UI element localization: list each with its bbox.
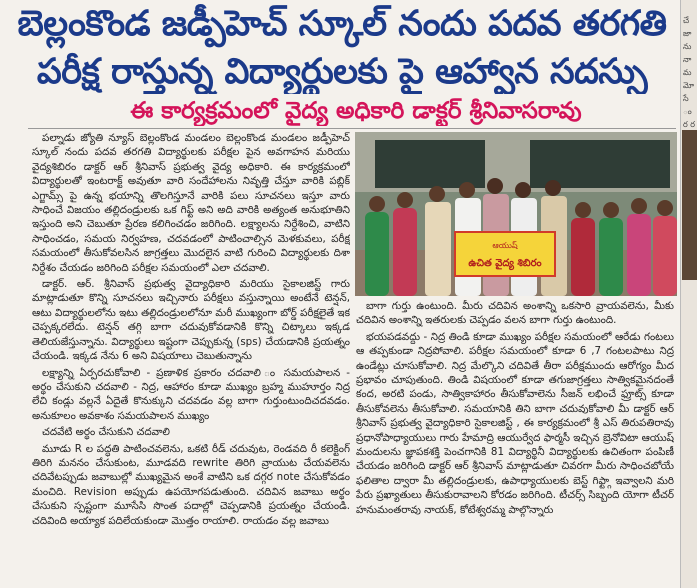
paragraph: మూడు R ల పద్ధతి పాటించవలెను, ఒకటి రీడ్ చదువుట, రెండవది రీ కలెక్టింగ్ తిరిగి మననం చేసుకుంట, మూడవది rewrite తిరిగి వ్రాయుట చేయవలెను చదివేటప్పుడు జవాబుల్లో ముఖ్యమైన అంశే వాటిని ఒక దగ్గర note చేసుకోవడం మంచిది. Revision అప్పుడు ఉపయోగపడుతుంది. చదివిన జవాబు అర్థం చేసుకుని స్పష్టంగా మూసేసి సొంత పదాల్లో చెప్పడానికి ప్రయత్నం చేయండి. చదివింది అయ్యాక పదిలేయకుండా మొత్తం రాయాలి. రాయడం వల్ల జవాబు <box>32 442 350 527</box>
news-photo <box>355 132 677 296</box>
divider <box>28 128 676 129</box>
paragraph: బాగా గుర్తు ఉంటుంది. మీరు చదివిన అంశాన్ని ఒకసారి వ్రాయవలెను, మీకు చదివిన అంశాన్ని ఇతరులకు చెప్పడం వలన బాగా గుర్తు ఉంటుంది. <box>356 300 674 327</box>
paragraph: భయపడవద్దు - నిద్ర తిండి కూడా ముఖ్యం పరీక్షల సమయంలో ఆరేడు గంటలు ఆ తప్పకుండా నిద్రపోవాలి. పరీక్షల సమయంలో కూడా 6 ,7 గంటలపాటు నిద్ర ఉండేట్లు చూసుకోవాలి. నిద్ర మేల్కొని చదివితే తీరా పరీక్షముందు ఆరోగ్యం మీద ప్రభావం చూపుతుంది. తిండి విషయంలో కూడా తగుజాగ్రత్తలు సాత్వికమైనదంతే కంద, అరటి పండు, సాత్వికాహారం తీసుకోవాలెను సీజన్ లభించే ఫ్రూట్స్ కూడా తీసుకోవలెను తీసుకోవాలి. సమయానికి తిని బాగా చదువుకోవాలి మీ డాక్టర్ ఆర్ శ్రీనివాస్ ప్రభుత్వ వైద్యాధికారి సైకాలజిస్ట్ , ఈ కార్యక్రమంలో శ్రీ ఎస్ తిరుపతిరావు ప్రధానోపాధ్యాయులు గారు హేమాద్రి ఆయుర్వేద ఫార్మసీ ఇచ్చిన బ్రెనోవిటా ఆయుష్ మందులను జ్ఞాపకశక్తి పెంచగానికి 81 విద్యార్థినీ విద్యార్థులకు ఉచితంగా పంపిణీ చేయడం జరిగింది డాక్టర్ ఆర్ శ్రీనివాస్ మాట్లాడుతూ చివరగా మీరు సాధించబోయే ఫలితాల ద్వారా మీ తల్లిదండ్రులకు, ఉపాధ్యాయులకు బెస్ట్ గిఫ్ట్గా ఇవ్వాలని మరి పేరు ప్రఖ్యాతులు తీసుకురావాలని కోరడం జరిగింది. టీచర్స్ సిబ్బంది యోగా టీచర్ హనుమంతరావు నాయక్, కోటేశ్వరమ్మ పాల్గొన్నారు <box>356 330 674 516</box>
headline-line-2: పరీక్ష రాస్తున్న విద్యార్థులకు పై ఆహ్వాన సదస్సు <box>36 52 648 92</box>
banner-line-1: ఆయుష్ <box>492 241 518 250</box>
adjacent-photo <box>682 130 697 280</box>
adjacent-article-text: చే జా ను నా మ మో సే ం ర ర <box>683 16 696 129</box>
adjacent-article-strip <box>680 0 697 588</box>
subheadline: ఈ కార్యక్రమంలో వైద్య అధికారి డాక్టర్ శ్రీనివాసరావు <box>130 98 582 124</box>
article-right-column <box>356 299 674 586</box>
headline <box>6 2 678 94</box>
paragraph: చదవేటి అర్థం చేసుకుని చదవాలి <box>42 426 170 439</box>
banner-line-2: ఉచిత వైద్య శిబిరం <box>468 258 542 269</box>
headline-line-1: బెల్లంకొండ జడ్పీహెచ్ స్కూల్ నందు పదవ తరగతి <box>17 4 667 44</box>
paragraph: లక్ష్యాన్ని ఏర్పరచుకోవాలి - ప్రణాళిక ప్రకారం చదవాలి ం సమయపాలన - అర్థం చేసుకుని చదవాలి - నిద్ర, ఆహారం కూడా ముఖ్యం బ్రహ్మ ముహూర్తం నిద్ర లేచి కండ్లు వల్లనే ఏదైతే కొనుక్కుని చదవడం వల్ల బాగా గుర్తుంటుందిచదవడం. అనుకూలం అవకాశం సమయపాలన ముఖ్యం <box>32 366 350 422</box>
paragraph: డాక్టర్. ఆర్. శ్రీనివాస్ ప్రభుత్వ వైద్యాధికారి మరియు సైకాలజిస్ట్ గారు మాట్లాడుతూ కొన్ని సూచనలు ఇచ్చినారు పరీక్షలు వస్తున్నాయి అంటేనే టెన్షన్, ఆటు విద్యార్థులలోను ఇటు తల్లిదండ్రులలోనూ మరీ ముఖ్యంగా బోర్డ్ పరీక్షలైతే ఇక చెప్పక్కరలేదు. టెన్షన్ తగ్గి బాగా చదువుకోవడానికి కొన్ని చిట్కాలు ఇక్కడ తెలియజేస్తున్నాను. విద్యార్థులు ఇష్టంగా చెప్పుకున్న (sps) చేయడానికి ప్రయత్నం చేయండి. ఇక్కడ నేను 6 అని విషయాలు చెబుతున్నాను <box>32 278 350 363</box>
article-left-column <box>32 131 350 586</box>
group-photo-illustration <box>355 132 677 296</box>
paragraph: పల్నాడు జ్యోతి న్యూస్ బెల్లంకొండ మండలం బెల్లంకొండ మండలం జడ్పీహెచ్ స్కూల్ నందు పదవ తరగతి విద్యార్థులకు పరీక్షల పైన అవగాహన మరియు వైద్యశిబిరం డాక్టర్ ఆర్ శ్రీనివాస్ ప్రభుత్వ వైద్య అధికారి. ఈ కార్యక్రమంలో విద్యార్థులతో ఇంటరాక్ట్ అవుతూ వారి సందేహాలను నివృత్తి చేస్తూ వారికి పబ్లిక్ ఎగ్జామ్స్ పై ఉన్న భయాన్ని తొలగిస్తూనే వారికి పలు సూచనలు ఇస్తూ వారు సాధించే విజయం తల్లిదండ్రులకు ఒక గిఫ్ట్ అని అది వారికి అత్యంత అనుభూతిని ఇస్తుంది అని చెబుతూ ప్రేరణ కలిగించడం జరిగింది. లక్ష్యాలను నిర్దేశించి, వాటిని సాధించడం, సమయ నిర్వహణ, చదవడంలో పాటించాల్సిన మెళకువలు, పరీక్ష సమయంలో తీసుకోవలసిన జాగ్రత్తలు మొదలైన వాటి గురించి విద్యార్థులకు దిశా నిర్దేశం చేయడం జరిగింది పరీక్షల సమయంలో ఎలా చదవాలి. <box>32 132 350 274</box>
